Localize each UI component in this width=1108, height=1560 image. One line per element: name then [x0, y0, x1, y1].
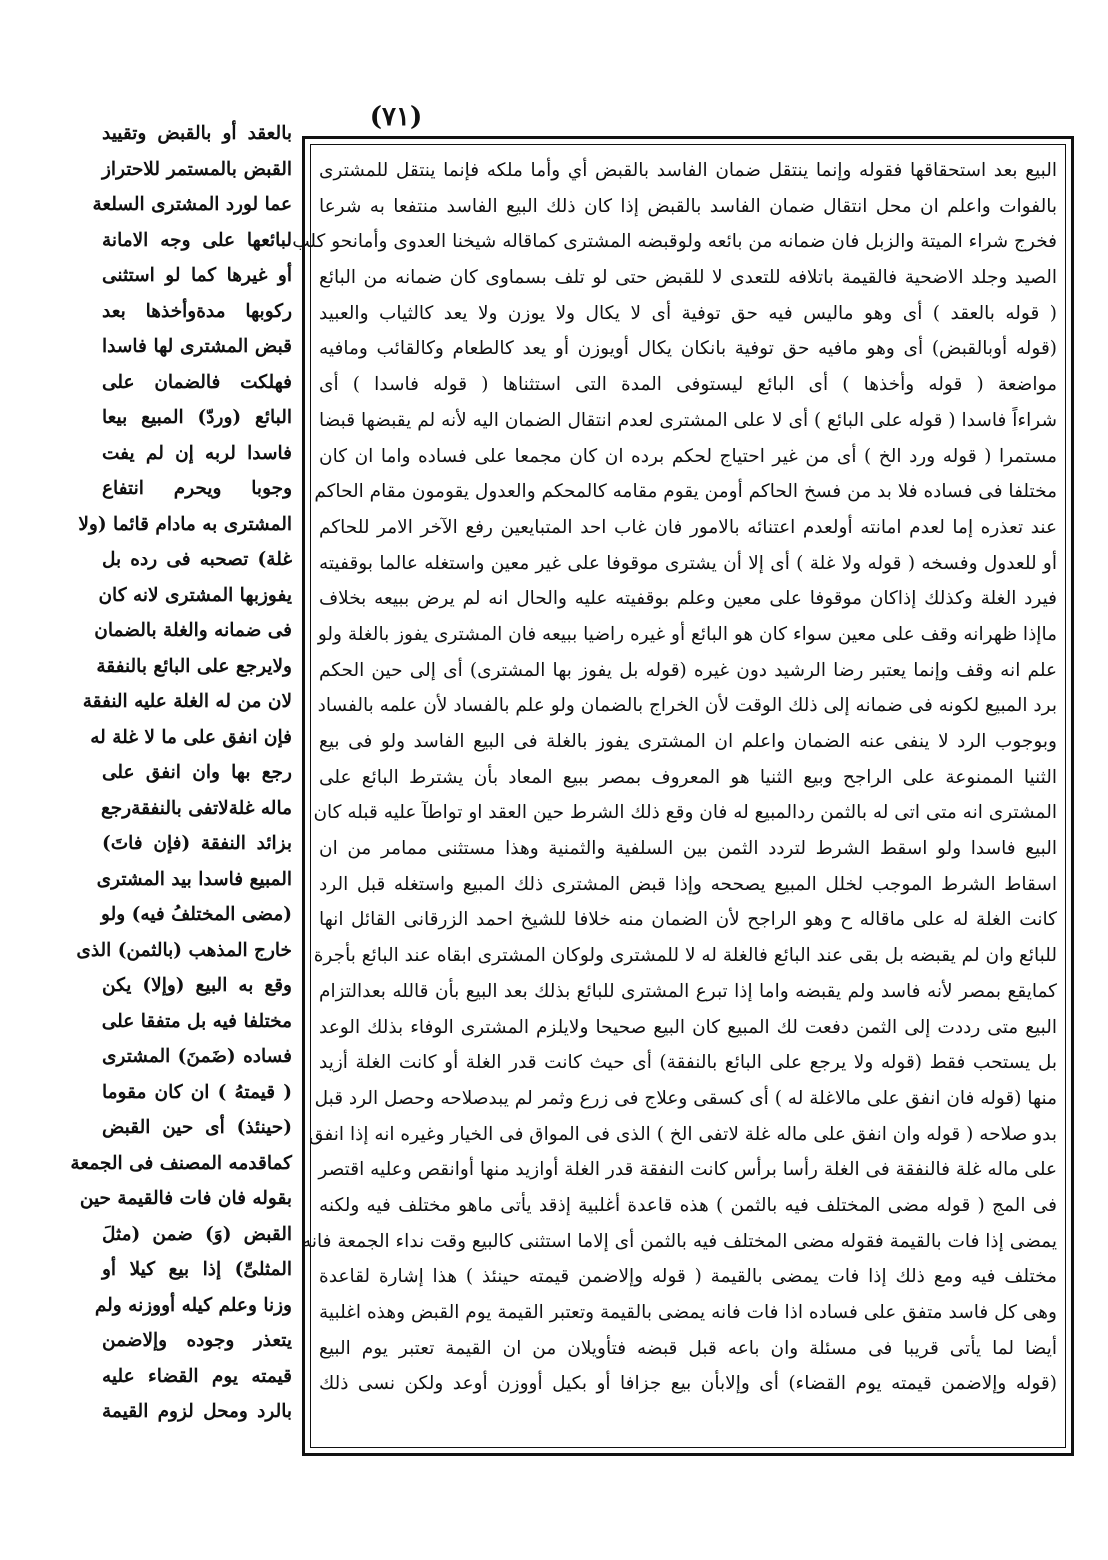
main-text-line: عند تعذره إما لعدم امانته أولعدم اعتنائه بالامور فان غاب احد المتبايعين رفع الآخر الامر للحاكم [319, 516, 1057, 538]
margin-text-line: خارج المذهب (بالثمن) الذى [76, 939, 292, 961]
main-text-line: فخرج شراء الميتة والزبل فان ضمانه من بائعه ولوقبضه المشترى كماقاله شيخنا العدوى وأمانحو كلب [292, 231, 1057, 253]
main-text-frame [292, 136, 1074, 1456]
main-text-line: وهى كل فاسد متفق على فساده اذا فات فانه يمضى بالقيمة وتعتبر القيمة يوم القبض وهذه اغلبية [319, 1302, 1057, 1323]
margin-text-line: القبض (وَ) ضمن (مثلَ [102, 1223, 292, 1245]
margin-text-line: ( قيمتهُ ) ان كان مقوما [102, 1081, 292, 1103]
main-text-line: البيع فاسدا ولو اسقط الشرط لتردد الثمن بين السلفية والثمنية وهذا مستثنى ممامر من ان [319, 838, 1057, 860]
margin-text-line: المشترى به مادام قائما (ولا [78, 513, 292, 535]
main-text-line: فيرد الغلة وكذلك إذاكان موقوفا على معين وعلم بوقفيته عليه والحال انه لم يرض ببيعه بخلاف [319, 588, 1057, 610]
margin-text-line: فاسدا لربه إن لم يفت [102, 442, 292, 464]
margin-text-line: فساده (ضَمنَ) المشترى [102, 1046, 292, 1067]
margin-text-line: يتعذر وجوده وإلاضمن [102, 1330, 292, 1351]
margin-text-line: بالعقد أو بالقبض وتقييد [102, 123, 292, 144]
margin-text-line: المبيع فاسدا بيد المشترى [96, 868, 292, 890]
main-text-line: اسقاط الشرط الموجب لخلل المبيع يصححه وإذا قبض المشترى ذلك المبيع واستغله قبل الرد [319, 873, 1057, 895]
margin-text-line: غلة) تصحبه فى رده بل [102, 549, 292, 570]
margin-commentary [70, 116, 292, 1506]
margin-text-line: عما لورد المشترى السلعة [92, 194, 292, 215]
margin-text-line: ماله غلةلاتفى بالنفقةرجع [100, 797, 292, 819]
margin-text-line: بقوله فان فات فالقيمة حين [79, 1188, 292, 1209]
main-text-line: علم انه وقف وإنما يعتبر رضا الرشيد دون غيره (قوله بل يفوز بها المشترى) أى إلى حين الحكم [319, 659, 1057, 681]
main-text-line: البيع متى رددت إلى الثمن دفعت لك المبيع كان البيع صحيحا ولايلزم المشترى الوفاء بذلك الوعد [319, 1016, 1057, 1038]
main-text-line: ماإذا ظهرانه وقف على معين سواء كان هو البائع أو غيره راضيا ببيعه فان المشترى يفوز بالغلة ولو [317, 623, 1057, 645]
margin-text-line: قبض المشترى لها فاسدا [102, 336, 292, 357]
margin-text-line: أو غيرها كما لو استثنى [102, 265, 292, 286]
main-text-line: مختلف فيه ومع ذلك إذا فات يمضى بالقيمة ( قوله وإلاضمن قيمته حينئذ ) هذا إشارة لقاعدة [319, 1266, 1057, 1288]
main-text-line: على ماله غلة فالنفقة فى الغلة رأسا برأس كانت النفقة قدر الغلة أوازيد منها أوانقص وعليه اقتصر [318, 1159, 1057, 1181]
main-text-line: المشترى انه متى اتى له بالثمن ردالمبيع له فان وقع ذلك الشرط حين العقد او تواطآ عليه قبله كان [313, 802, 1057, 824]
main-text-line: بالفوات واعلم ان محل انتقال ضمان الفاسد بالقبض إذا كان ذلك البيع الفاسد منتفعا به شرعا [319, 195, 1057, 217]
margin-text-line: فهلكت فالضمان على [102, 371, 292, 393]
margin-text-line: كماقدمه المصنف فى الجمعة [70, 1152, 292, 1174]
margin-text-line: (حينئذ) أى حين القبض [102, 1117, 292, 1138]
main-text-line: مختلفا فى فساده فلا بد من فسخ الحاكم أومن يقوم مقامه كالمحكم والعدول يقومون مقام الحاكم [314, 481, 1057, 503]
margin-text-line: وجوبا ويحرم انتفاع [102, 478, 292, 499]
margin-text-line: (مضى المختلفُ فيه) ولو [101, 904, 292, 925]
main-text-line: أو للعدول وفسخه ( قوله ولا غلة ) أى إلا أن يشترى موقوفا على غير معين واستغله عالما بوقفيته [319, 552, 1057, 574]
margin-text-line: القبض بالمستمر للاحتراز [102, 158, 292, 180]
main-text-line: كانت الغلة له على ماقاله ح وهو الراجح لأن الضمان منه خلافا للشيخ احمد الزرقانى القائل انها [319, 909, 1057, 931]
main-text-line: البيع بعد استحقاقها فقوله وإنما ينتقل ضمان الفاسد بالقبض أي وأما ملكه فإنما ينتقل للمشترى [319, 160, 1057, 181]
margin-text-line: لبائعها على وجه الامانة [102, 229, 292, 251]
margin-text-line: قيمته يوم القضاء عليه [102, 1365, 292, 1387]
main-text-line: للبائع وان لم يقبضه بل بقى عند البائع فالغلة له لا للمشترى ولوكان المشترى ابقاه عند البائع بأجرة [313, 945, 1057, 967]
main-text-line: منها (قوله فان انفق على مالاغلة له ) أى كسقى وعلاج فى زرع وثمر لم يبدصلاحه وحصل الرد قبل [314, 1087, 1057, 1109]
main-text-line: فى المج ( قوله مضى المختلف فيه بالثمن ) هذه قاعدة أغلبية إذقد يأتى ماهو مختلف فيه ولكنه [319, 1194, 1057, 1216]
main-text-line: (قوله وإلاضمن قيمته يوم القضاء) أى وإلابأن بيع جزافا أو بكيل أووزن أوعد ولكن نسى ذلك [319, 1373, 1057, 1395]
main-text-line: برد المبيع لكونه فى ضمانه إلى ذلك الوقت لأن الخراج بالضمان ولو علم بالفساد لأن علمه بالفساد [317, 695, 1057, 717]
main-text-block [292, 153, 1057, 1443]
margin-text-line: المثلىِّ) إذا بيع كيلا أو [102, 1259, 292, 1280]
margin-text-line: فإن انفق على ما لا غلة له [90, 726, 292, 748]
main-text-line: شراءاً فاسدا ( قوله على البائع ) أى لا على المشترى لعدم انتقال الضمان اليه لأنه لم يقبضها قبضا [319, 409, 1057, 431]
main-text-line: وبوجوب الرد لا ينفى عنه الضمان واعلم ان المشترى يفوز بالغلة فى البيع الفاسد ولو فى بيع [319, 731, 1057, 752]
margin-text-line: فى ضمانه والغلة بالضمان [94, 620, 292, 641]
main-text-line: مواضعة ( قوله وأخذها ) أى البائع ليستوفى المدة التى استثناها ( قوله فاسدا ) أى [319, 374, 1057, 396]
main-text-line: أيضا لما يأتى قريبا فى مسئلة وان باعه قبل قبضه فتأويلان من ان القيمة تعتبر يوم البيع [319, 1337, 1057, 1359]
main-text-line: كمايقع بمصر لأنه فاسد ولم يقبضه واما إذا تبرع المشترى للبائع بذلك بعد البيع بأن قالله بعدالتزام [319, 980, 1057, 1002]
margin-text-line: رجع بها وان انفق على [102, 762, 292, 783]
margin-text-line: لان من له الغلة عليه النفقة [82, 691, 292, 712]
margin-text-line: وقع به البيع (وإلا) يكن [102, 975, 292, 996]
margin-text-line: ولايرجع على البائع بالنفقة [96, 655, 292, 677]
margin-text-line: مختلفا فيه بل متفقا على [101, 1010, 292, 1032]
margin-text-line: البائع (وردّ) المبيع بيعا [102, 407, 292, 428]
main-text-line: الثنيا الممنوعة على الراجح وبيع الثنيا هو المعروف بمصر ببيع المعاد بأن يشترط البائع على [319, 766, 1057, 788]
margin-text-line: ركوبها مدةوأخذها بعد [102, 300, 292, 322]
page-number: (٧١) [369, 102, 423, 132]
margin-text-line: يفوزبها المشترى لانه كان [98, 584, 292, 606]
main-text-line: الصيد وجلد الاضحية فالقيمة باتلافه للتعدى لا للقبض حتى لو تلف بسماوى كان ضمانه من البائع [319, 267, 1057, 289]
main-text-line: ( قوله بالعقد ) أى وهو ماليس فيه حق توفية أى لا يكال ولا يوزن ولا يعد كالثياب والعبيد [319, 302, 1057, 324]
main-text-line: يمضى إذا فات بالقيمة فقوله مضى المختلف فيه بالثمن أى إلاما استثنى كالبيع وقت نداء الجمعة فانه [301, 1230, 1057, 1252]
main-text-line: مستمرا ( قوله ورد الخ ) أى من غير احتياج لحكم برده ان كان مجمعا على فساده واما ان كان [319, 445, 1057, 467]
main-text-line: بل يستحب فقط (قوله ولا يرجع على البائع بالنفقة) أى حيث كانت قدر الغلة أو كانت الغلة أزيد [319, 1052, 1057, 1074]
margin-text-line: وزنا وعلم كيله أووزنه ولم [94, 1294, 292, 1316]
margin-text-line: بالرد ومحل لزوم القيمة [102, 1401, 292, 1422]
main-text-line: بدو صلاحه ( قوله وان انفق على ماله غلة لاتفى الخ ) الذى فى المواق فى الخيار وغيره انه إذا انفق [308, 1123, 1057, 1145]
margin-text-line: بزائد النفقة (فإن فاتَ) [102, 833, 292, 854]
main-text-line: (قوله أوبالقبض) أى وهو مافيه حق توفية بانكان يكال أويوزن أو يعد كالطعام وكالقائب ومافيه [319, 338, 1057, 360]
